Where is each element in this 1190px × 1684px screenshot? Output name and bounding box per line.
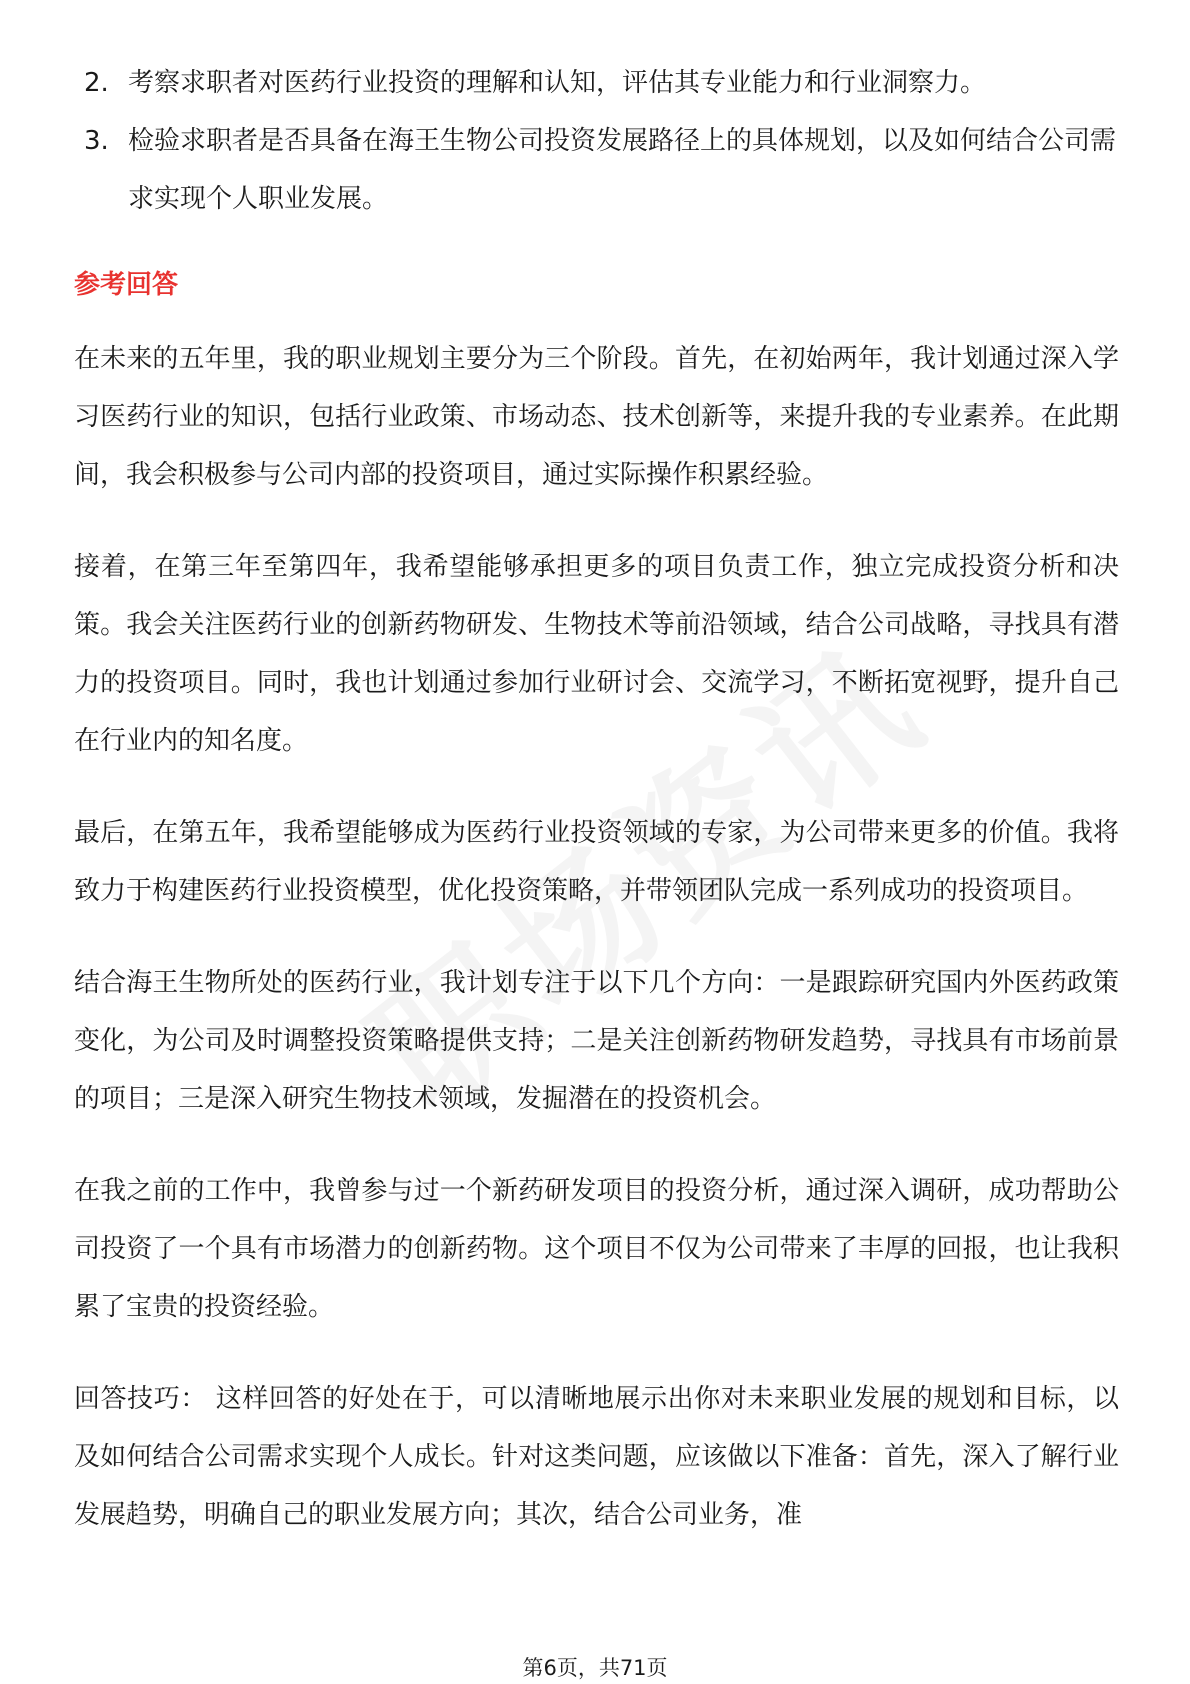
list-item [74,54,1119,112]
list-item-text: 检验求职者是否具备在海王生物公司投资发展路径上的具体规划，以及如何结合公司需求实现个人职业发展。 [128,126,1117,214]
list-item [74,112,1119,228]
paragraph: 在我之前的工作中，我曾参与过一个新药研发项目的投资分析，通过深入调研，成功帮助公司投资了一个具有市场潜力的创新药物。这个项目不仅为公司带来了丰厚的回报，也让我积累了宝贵的投资经验。 [74,1176,1119,1322]
numbered-list [74,54,1119,228]
list-item-number: 3. [84,126,109,156]
paragraph: 接着，在第三年至第四年，我希望能够承担更多的项目负责工作，独立完成投资分析和决策。我会关注医药行业的创新药物研发、生物技术等前沿领域，结合公司战略，寻找具有潜力的投资项目。同时，我也计划通过参加行业研讨会、交流学习，不断拓宽视野，提升自己在行业内的知名度。 [74,552,1119,756]
paragraph: 结合海王生物所处的医药行业，我计划专注于以下几个方向：一是跟踪研究国内外医药政策变化，为公司及时调整投资策略提供支持；二是关注创新药物研发趋势，寻找具有市场前景的项目；三是深入研究生物技术领域，发掘潜在的投资机会。 [74,968,1119,1114]
page-number-footer: 第6页，共71页 [522,1656,668,1680]
list-item-text: 考察求职者对医药行业投资的理解和认知，评估其专业能力和行业洞察力。 [128,68,987,98]
paragraph: 在未来的五年里，我的职业规划主要分为三个阶段。首先，在初始两年，我计划通过深入学习医药行业的知识，包括行业政策、市场动态、技术创新等，来提升我的专业素养。在此期间，我会积极参与公司内部的投资项目，通过实际操作积累经验。 [74,344,1119,490]
paragraph: 最后，在第五年，我希望能够成为医药行业投资领域的专家，为公司带来更多的价值。我将致力于构建医药行业投资模型，优化投资策略，并带领团队完成一系列成功的投资项目。 [74,818,1119,906]
section-title-reference-answer: 参考回答 [74,270,179,300]
list-item-number: 2. [84,68,109,98]
page-content [74,54,1119,1578]
paragraph-answer-tips: 回答技巧： 这样回答的好处在于，可以清晰地展示出你对未来职业发展的规划和目标，以及如何结合公司需求实现个人成长。针对这类问题，应该做以下准备：首先，深入了解行业发展趋势，明确自己的职业发展方向；其次，结合公司业务，准 [74,1384,1119,1530]
